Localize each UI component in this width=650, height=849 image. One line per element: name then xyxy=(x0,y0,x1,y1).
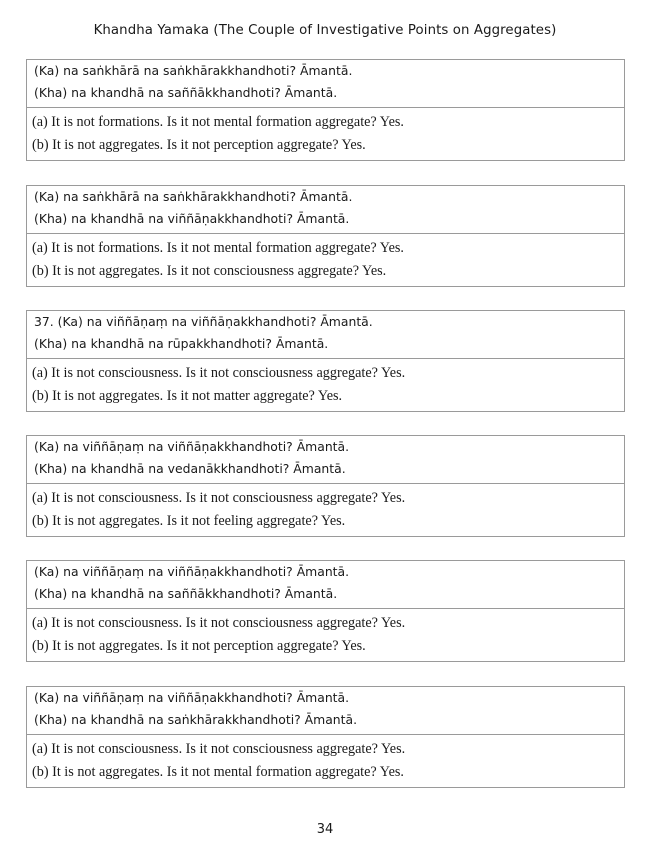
pali-section xyxy=(27,311,624,359)
pali-section xyxy=(27,687,624,735)
english-question-b: (b) It is not aggregates. Is it not consciousness aggregate? Yes. xyxy=(32,263,387,279)
english-question-a: (a) It is not consciousness. Is it not consciousness aggregate? Yes. xyxy=(32,615,406,631)
pali-question-kha: (Kha) na khandhā na saññākkhandhoti? Āmantā. xyxy=(34,85,338,100)
english-question-a: (a) It is not formations. Is it not mental formation aggregate? Yes. xyxy=(32,114,404,130)
english-question-b: (b) It is not aggregates. Is it not perception aggregate? Yes. xyxy=(32,638,366,654)
pali-question-ka: 37. (Ka) na viññāṇaṃ na viññāṇakkhandhoti? Āmantā. xyxy=(34,314,373,329)
pali-question-kha: (Kha) na khandhā na rūpakkhandhoti? Āmantā. xyxy=(34,336,329,351)
english-question-b: (b) It is not aggregates. Is it not feeling aggregate? Yes. xyxy=(32,513,346,529)
qa-block xyxy=(26,185,625,287)
qa-block xyxy=(26,59,625,161)
pali-section xyxy=(27,561,624,609)
pali-question-ka: (Ka) na viññāṇaṃ na viññāṇakkhandhoti? Āmantā. xyxy=(34,564,350,579)
qa-block xyxy=(26,435,625,537)
pali-question-ka: (Ka) na saṅkhārā na saṅkhārakkhandhoti? Āmantā. xyxy=(34,63,353,78)
english-question-a: (a) It is not consciousness. Is it not consciousness aggregate? Yes. xyxy=(32,365,406,381)
english-question-a: (a) It is not consciousness. Is it not consciousness aggregate? Yes. xyxy=(32,490,406,506)
english-question-b: (b) It is not aggregates. Is it not perception aggregate? Yes. xyxy=(32,137,366,153)
english-question-b: (b) It is not aggregates. Is it not mental formation aggregate? Yes. xyxy=(32,764,404,780)
page-number: 34 xyxy=(316,822,334,837)
pali-question-ka: (Ka) na viññāṇaṃ na viññāṇakkhandhoti? Āmantā. xyxy=(34,690,350,705)
pali-question-kha: (Kha) na khandhā na viññāṇakkhandhoti? Āmantā. xyxy=(34,211,350,226)
page-header-title: Khandha Yamaka (The Couple of Investigative Points on Aggregates) xyxy=(93,23,557,38)
pali-section xyxy=(27,436,624,484)
qa-block xyxy=(26,560,625,662)
english-question-a: (a) It is not formations. Is it not mental formation aggregate? Yes. xyxy=(32,240,404,256)
qa-block xyxy=(26,686,625,788)
pali-question-kha: (Kha) na khandhā na saññākkhandhoti? Āmantā. xyxy=(34,586,338,601)
pali-question-ka: (Ka) na saṅkhārā na saṅkhārakkhandhoti? Āmantā. xyxy=(34,189,353,204)
english-question-b: (b) It is not aggregates. Is it not matter aggregate? Yes. xyxy=(32,388,343,404)
pali-question-kha: (Kha) na khandhā na saṅkhārakkhandhoti? Āmantā. xyxy=(34,712,358,727)
qa-block xyxy=(26,310,625,412)
pali-section xyxy=(27,186,624,234)
english-question-a: (a) It is not consciousness. Is it not consciousness aggregate? Yes. xyxy=(32,741,406,757)
pali-question-kha: (Kha) na khandhā na vedanākkhandhoti? Āmantā. xyxy=(34,461,346,476)
pali-section xyxy=(27,60,624,108)
pali-question-ka: (Ka) na viññāṇaṃ na viññāṇakkhandhoti? Āmantā. xyxy=(34,439,350,454)
